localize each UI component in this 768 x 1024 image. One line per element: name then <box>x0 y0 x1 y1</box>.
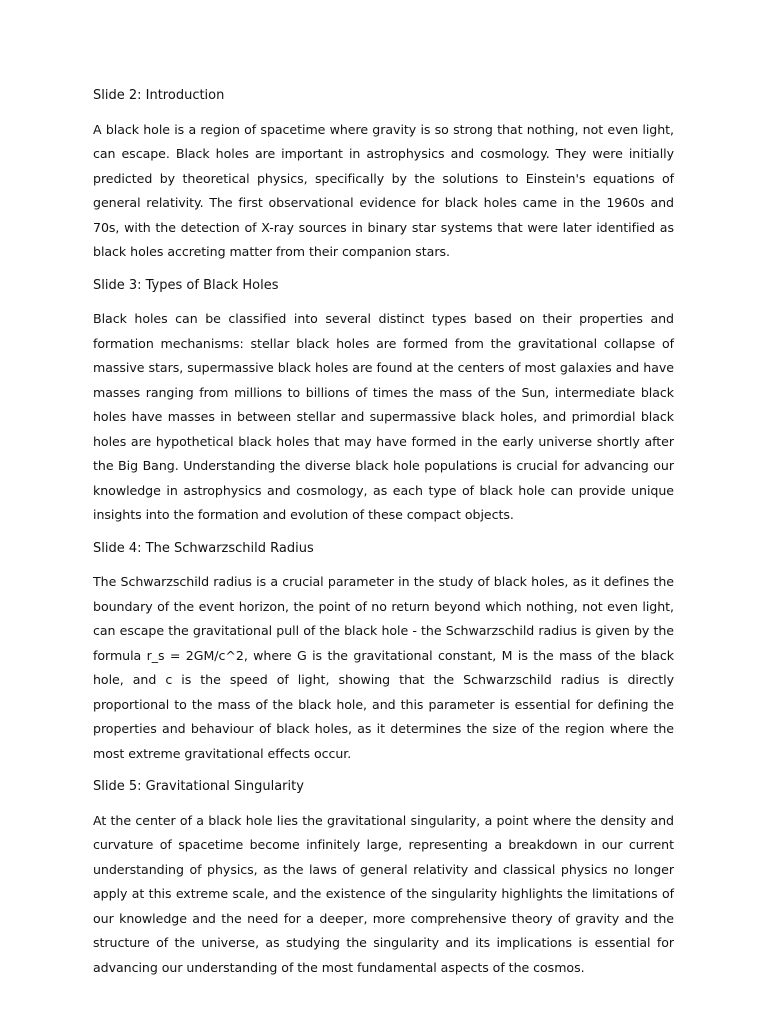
section-body-types-of-black-holes: Black holes can be classified into several distinct types based on their properties and formation mechanisms: stellar black holes are formed from the gravitational collapse of massive stars, supermassive black holes are found at the centers of most galaxies and have masses ranging from millions to billions of times the mass of the Sun, intermediate black holes have masses in between stellar and supermassive black holes, and primordial black holes are hypothetical black holes that may have formed in the early universe shortly after the Big Bang. Understanding the diverse black hole populations is crucial for advancing our knowledge in astrophysics and cosmology, as each type of black hole can provide unique insights into the formation and evolution of these compact objects. <box>93 311 674 522</box>
section-body-schwarzschild-radius: The Schwarzschild radius is a crucial parameter in the study of black holes, as it defines the boundary of the event horizon, the point of no return beyond which nothing, not even light, can escape the gravitational pull of the black hole - the Schwarzschild radius is given by the formula r_s = 2GM/c^2, where G is the gravitational constant, M is the mass of the black hole, and c is the speed of light, showing that the Schwarzschild radius is directly proportional to the mass of the black hole, and this parameter is essential for defining the properties and behaviour of black holes, as it determines the size of the region where the most extreme gravitational effects occur. <box>93 574 674 761</box>
section-heading-introduction: Slide 2: Introduction <box>93 88 225 103</box>
section-heading-types-of-black-holes: Slide 3: Types of Black Holes <box>93 277 279 293</box>
section-heading-schwarzschild-radius: Slide 4: The Schwarzschild Radius <box>93 540 314 556</box>
section-body-introduction: A black hole is a region of spacetime where gravity is so strong that nothing, not even light, can escape. Black holes are important in astrophysics and cosmology. They were initially predicted by theoretical physics, specifically by the solutions to Einstein's equations of general relativity. The first observational evidence for black holes came in the 1960s and 70s, with the detection of X-ray sources in binary star systems that were later identified as black holes accreting matter from their companion stars. <box>93 121 674 259</box>
section-body-gravitational-singularity: At the center of a black hole lies the gravitational singularity, a point where the density and curvature of spacetime become infinitely large, representing a breakdown in our current understanding of physics, as the laws of general relativity and classical physics no longer apply at this extreme scale, and the existence of the singularity highlights the limitations of our knowledge and the need for a deeper, more comprehensive theory of gravity and the structure of the universe, as studying the singularity and its implications is essential for advancing our understanding of the most fundamental aspects of the cosmos. <box>93 812 674 975</box>
document-page <box>93 84 674 989</box>
section-heading-gravitational-singularity: Slide 5: Gravitational Singularity <box>93 779 304 794</box>
